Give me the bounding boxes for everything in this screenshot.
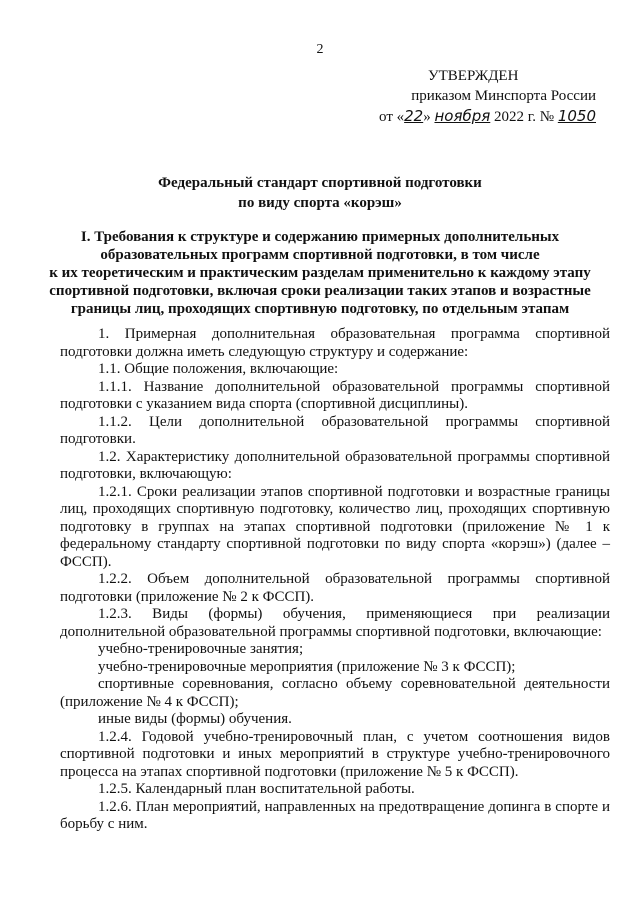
- handwritten-day: 22: [404, 107, 424, 125]
- date-mid: »: [423, 109, 435, 125]
- section-title-line: к их теоретическим и практическим разделам применительно к каждому этапу: [49, 265, 591, 281]
- date-prefix: от «: [379, 109, 405, 125]
- paragraph: 1.1.1. Название дополнительной образовательной программы спортивной подготовки с указанием вида спорта (спортивной дисциплины).: [60, 378, 610, 412]
- paragraph: 1.2.4. Годовой учебно-тренировочный план, с учетом соотношения видов спортивной подготовки и иных мероприятий в структуре учебно-тренировочного процесса на этапах спортивной подготовки (приложение № 5 к ФССП).: [60, 728, 610, 780]
- approval-title: УТВЕРЖДЕН: [428, 68, 519, 84]
- paragraph: 1.1.2. Цели дополнительной образовательной программы спортивной подготовки.: [60, 413, 610, 447]
- paragraph: 1.2.3. Виды (формы) обучения, применяющиеся при реализации дополнительной образовательной программы спортивной подготовки, включающие:: [60, 606, 610, 640]
- handwritten-month: ноября: [434, 107, 491, 125]
- section-title: [40, 228, 600, 318]
- document-body: [60, 326, 610, 834]
- approval-stamp: [336, 66, 596, 127]
- paragraph: 1.2.6. План мероприятий, направленных на предотвращение допинга в спорте и борьбу с ним.: [60, 798, 610, 832]
- section-title-line: границы лиц, проходящих спортивную подготовку, по отдельным этапам: [70, 301, 570, 317]
- section-title-line: спортивной подготовки, включая сроки реализации таких этапов и возрастные: [49, 283, 591, 299]
- paragraph: 1.2. Характеристику дополнительной образовательной программы спортивной подготовки, включающую:: [60, 448, 610, 482]
- year-part: 2022 г. №: [490, 109, 558, 125]
- handwritten-number: 1050: [557, 107, 596, 125]
- approval-order-line: приказом Минспорта России: [411, 88, 596, 104]
- paragraph: 1.2.2. Объем дополнительной образовательной программы спортивной подготовки (приложение № 2 к ФССП).: [60, 571, 610, 605]
- section-title-line: образовательных программ спортивной подготовки, в том числе: [100, 247, 540, 263]
- paragraph: учебно-тренировочные занятия;: [98, 641, 304, 657]
- approval-date-line: [336, 106, 596, 127]
- paragraph: 1.1. Общие положения, включающие:: [98, 361, 339, 377]
- standard-title-line: по виду спорта «корэш»: [238, 195, 402, 211]
- section-title-line: I. Требования к структуре и содержанию примерных дополнительных: [80, 229, 560, 245]
- paragraph: 1. Примерная дополнительная образовательная программа спортивной подготовки должна иметь следующую структуру и содержание:: [60, 326, 610, 360]
- paragraph: 1.2.1. Сроки реализации этапов спортивной подготовки и возрастные границы лиц, проходящих спортивную подготовку, количество лиц, проходящих спортивную подготовку в группах на этапах спортивной подготовки (приложение № 1 к федеральному стандарту спортивной подготовки по виду спорта «корэш») (далее – ФССП).: [60, 483, 610, 570]
- standard-title: [0, 173, 640, 213]
- paragraph: 1.2.5. Календарный план воспитательной работы.: [98, 781, 415, 797]
- paragraph: учебно-тренировочные мероприятия (приложение № 3 к ФССП);: [98, 658, 516, 675]
- standard-title-line: Федеральный стандарт спортивной подготовки: [158, 175, 482, 191]
- paragraph: спортивные соревнования, согласно объему соревновательной деятельности (приложение № 4 к ФССП);: [60, 676, 610, 710]
- page-number: 2: [316, 42, 324, 57]
- paragraph: иные виды (формы) обучения.: [98, 711, 292, 727]
